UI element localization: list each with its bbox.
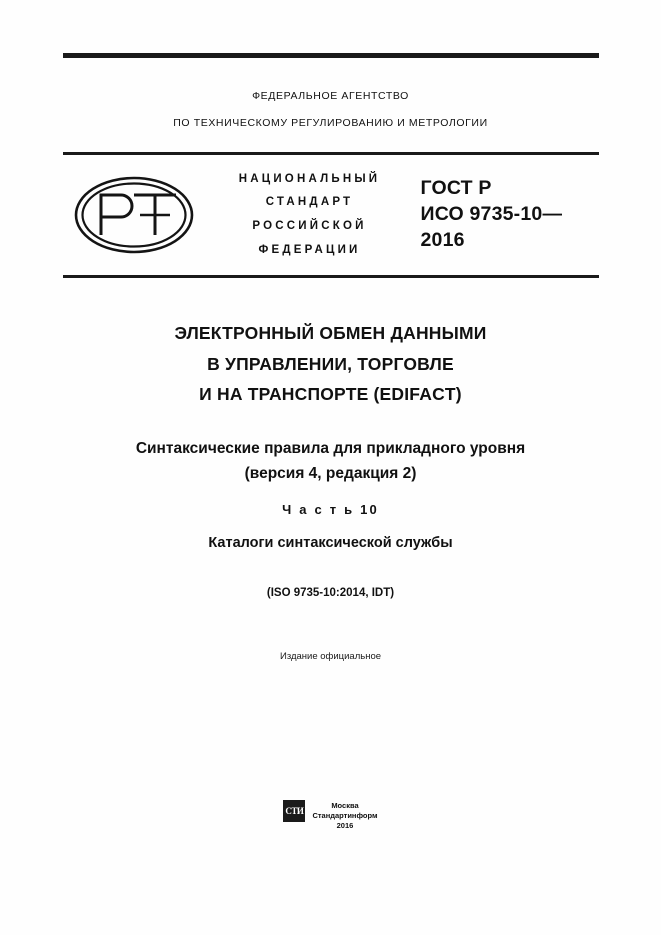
title-line-2: В УПРАВЛЕНИИ, ТОРГОВЛЕ: [207, 353, 454, 374]
agency-header: [0, 91, 661, 129]
emblem-cell: [63, 173, 205, 257]
standartinform-logo-icon: СТИ: [283, 800, 305, 822]
title-block: [0, 318, 661, 662]
publisher-year: 2016: [336, 821, 354, 831]
designation-line-1: ГОСТ Р: [420, 177, 492, 200]
top-divider-rule: [63, 53, 599, 58]
publisher-text: [312, 800, 377, 831]
part-label: Ч а с т ь 10: [282, 502, 379, 518]
subtitle-line-1: Синтаксические правила для прикладного уровня: [135, 439, 526, 457]
edition-note: Издание официальное: [279, 651, 382, 663]
title-line-3: И НА ТРАНСПОРТЕ (EDIFACT): [199, 384, 462, 405]
document-subtitle: [0, 436, 661, 486]
standard-designation: [421, 176, 599, 254]
agency-line-1: ФЕДЕРАЛЬНОЕ АГЕНТСТВО: [252, 90, 409, 102]
document-title: [0, 318, 661, 410]
part-title: Каталоги синтаксической службы: [208, 535, 453, 552]
standard-name-line-3: РОССИЙСКОЙ: [252, 220, 367, 233]
designation-line-2: ИСО 9735-10—: [420, 203, 563, 226]
agency-line-2: ПО ТЕХНИЧЕСКОМУ РЕГУЛИРОВАНИЮ И МЕТРОЛОГИИ: [173, 117, 488, 130]
iso-reference: (ISO 9735-10:2014, IDT): [266, 587, 395, 600]
publisher-block: [0, 800, 661, 831]
subtitle-line-2: (версия 4, редакция 2): [244, 465, 417, 483]
standard-name-line-1: НАЦИОНАЛЬНЫЙ: [238, 172, 381, 185]
standard-name-line-2: СТАНДАРТ: [265, 196, 354, 209]
standard-name-block: [205, 168, 421, 262]
standard-header-band: [63, 152, 599, 278]
rosstandart-emblem-icon: [72, 173, 196, 257]
publisher-city: Москва: [331, 801, 359, 810]
title-line-1: ЭЛЕКТРОННЫЙ ОБМЕН ДАННЫМИ: [174, 323, 487, 344]
standard-name-line-4: ФЕДЕРАЦИИ: [258, 243, 361, 256]
designation-line-3: 2016: [420, 228, 465, 251]
publisher-name: Стандартинформ: [312, 811, 378, 821]
